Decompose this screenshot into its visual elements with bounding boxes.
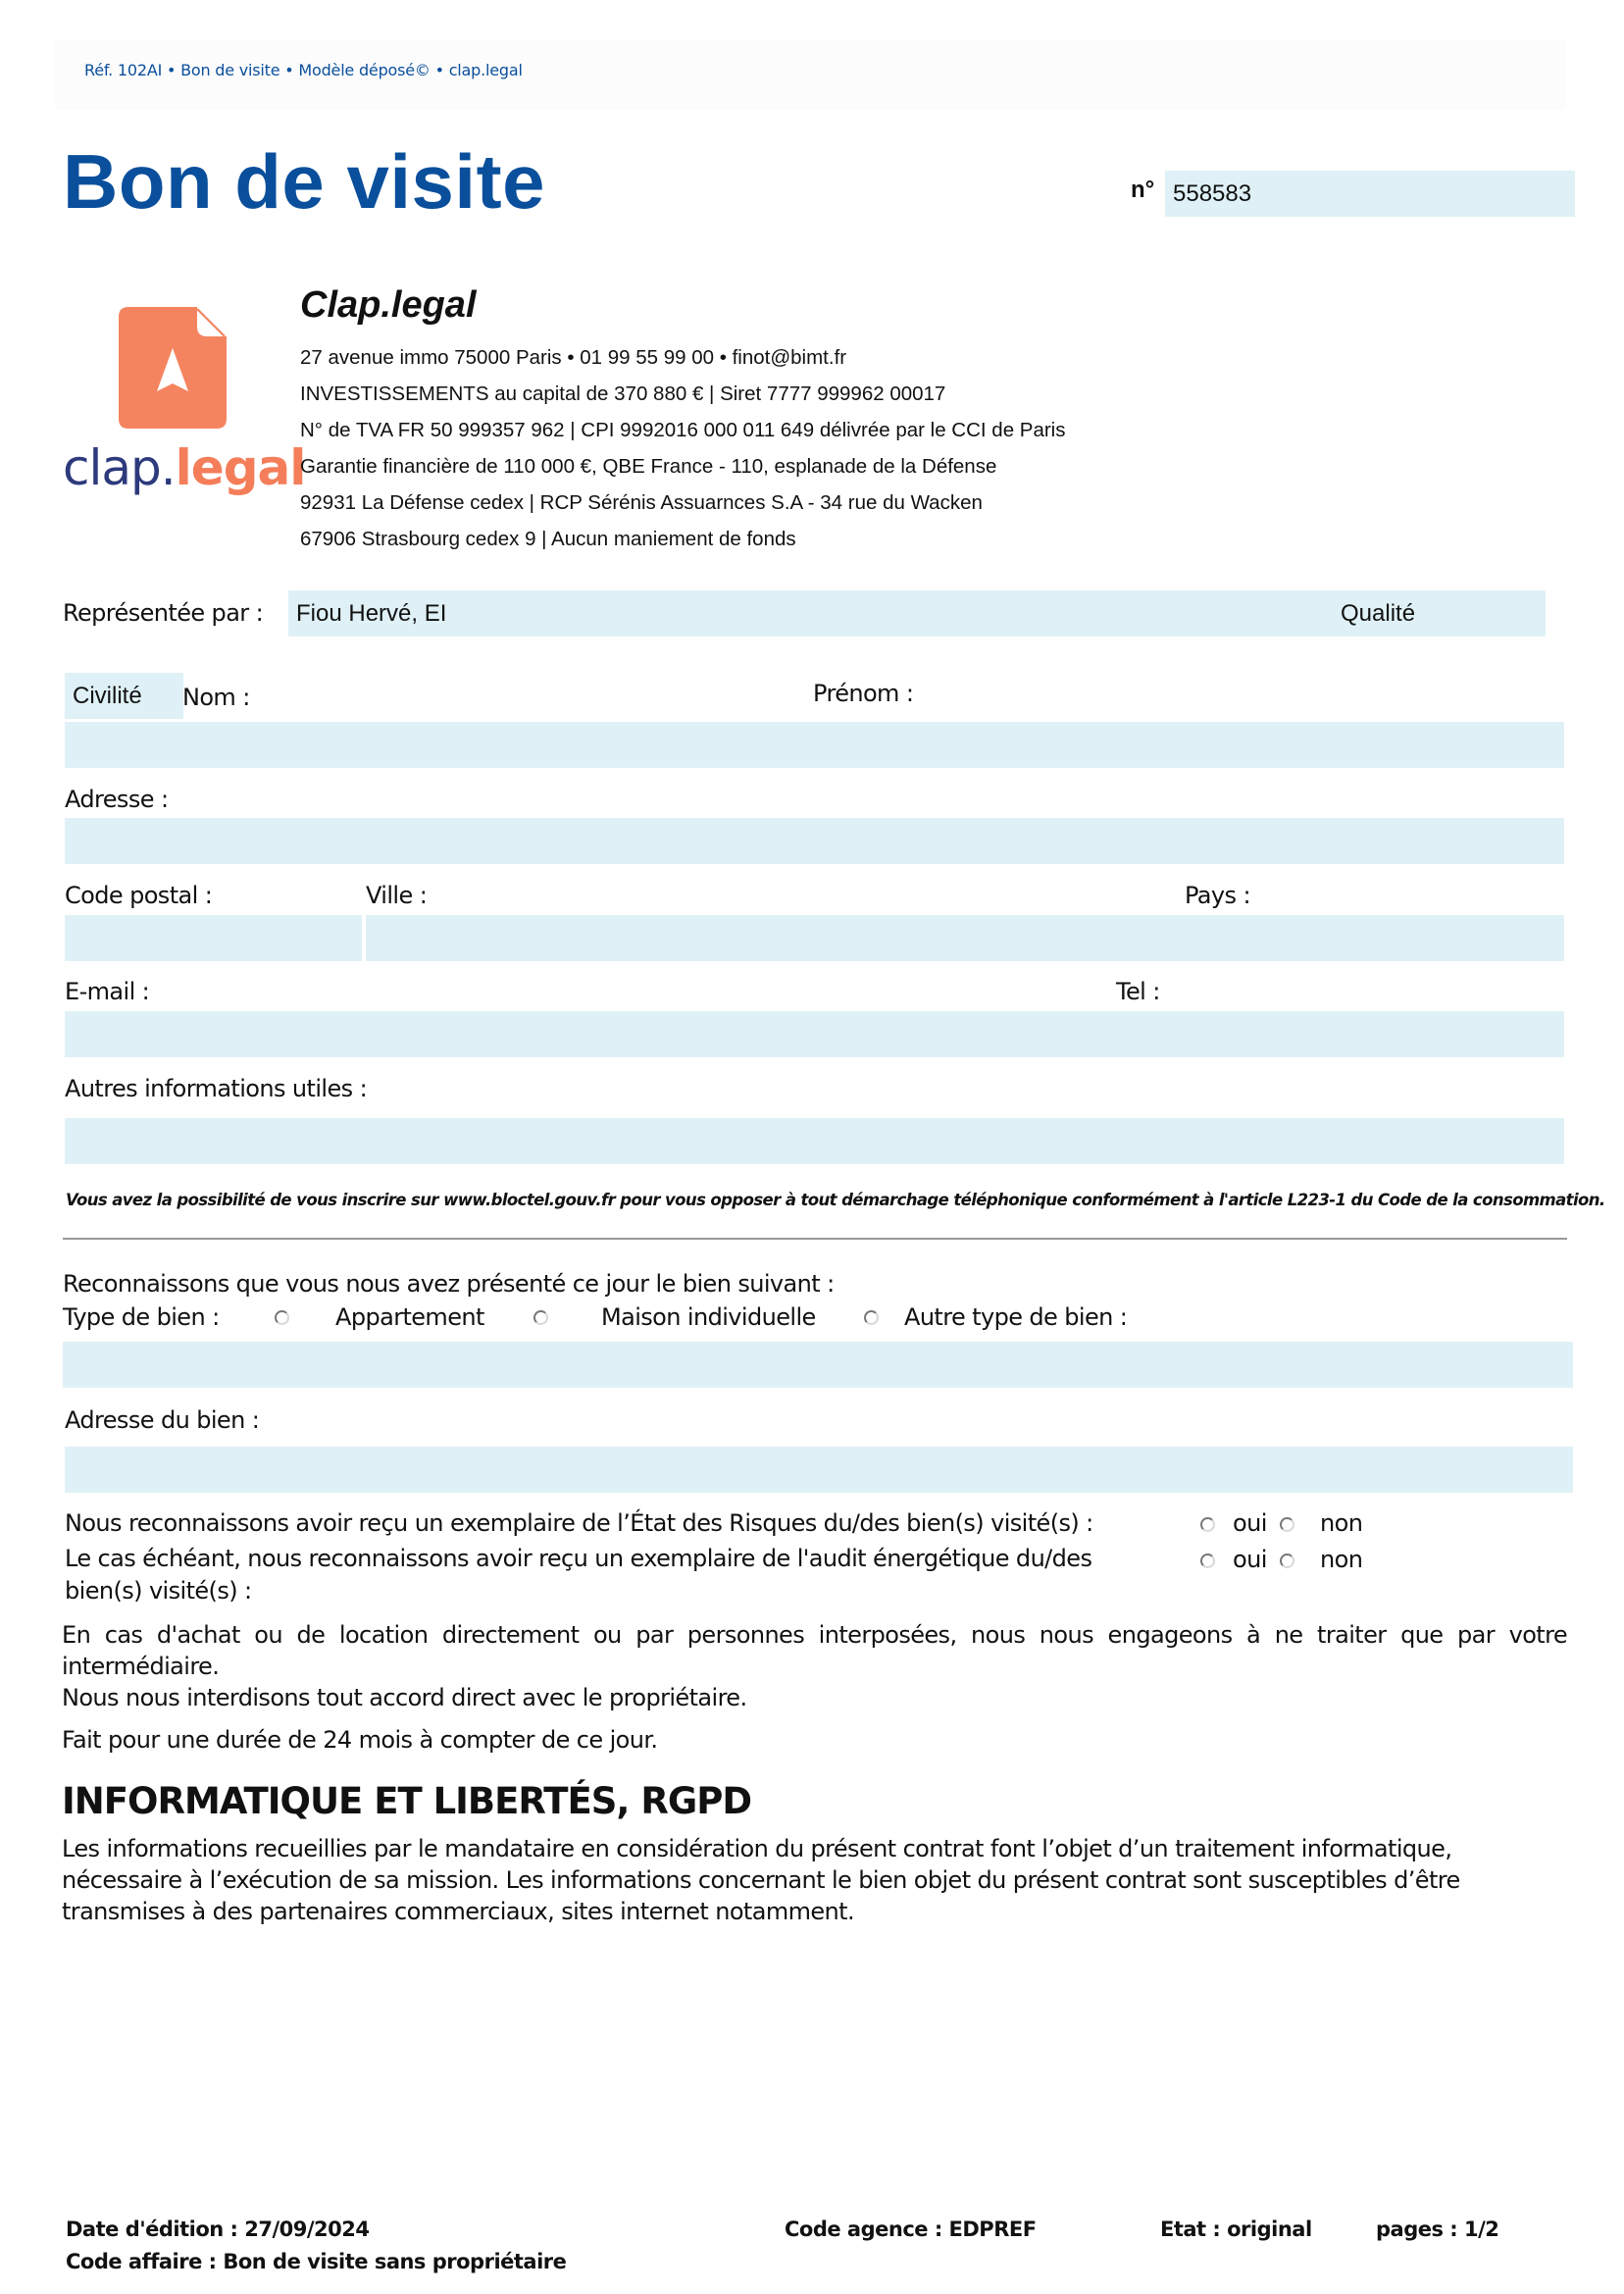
- company-line: 27 avenue immo 75000 Paris • 01 99 55 99 00 • finot@bimt.fr: [300, 346, 847, 369]
- logo-document-icon: [119, 307, 227, 429]
- address-field[interactable]: [65, 818, 1564, 864]
- name-field[interactable]: [65, 722, 816, 768]
- radio-other-type[interactable]: [864, 1310, 879, 1325]
- firstname-field[interactable]: [812, 722, 1564, 768]
- city-label: Ville :: [366, 882, 428, 909]
- civility-field[interactable]: Civilité: [65, 673, 183, 719]
- commitment-paragraph: [62, 1619, 1567, 1713]
- audit-no-label: non: [1320, 1546, 1363, 1573]
- email-label: E-mail :: [65, 978, 150, 1005]
- audit-statement-line1: Le cas échéant, nous reconnaissons avoir reçu un exemplaire de l'audit énergétique du/des: [65, 1545, 1092, 1572]
- edition-date: Date d'édition : 27/09/2024: [66, 2218, 370, 2241]
- radio-audit-yes[interactable]: [1200, 1554, 1215, 1568]
- audit-statement-line2: bien(s) visité(s) :: [65, 1577, 252, 1605]
- name-label: Nom :: [182, 684, 250, 711]
- commitment-line3: Nous nous interdisons tout accord direct avec le propriétaire.: [62, 1684, 747, 1711]
- quality-field[interactable]: Qualité: [1333, 590, 1546, 637]
- represented-by-field[interactable]: Fiou Hervé, EI: [288, 590, 1337, 637]
- phone-field[interactable]: [1109, 1011, 1564, 1057]
- radio-audit-no[interactable]: [1280, 1554, 1294, 1568]
- business-code: Code affaire : Bon de visite sans propriétaire: [66, 2250, 567, 2273]
- gdpr-line: nécessaire à l’exécution de sa mission. Les informations concernant le bien objet du présent contrat sont susceptibles d’être: [62, 1866, 1460, 1894]
- gdpr-line: Les informations recueillies par le mandataire en considération du présent contrat font l’objet d’un traitement informatique,: [62, 1835, 1452, 1862]
- company-line: Garantie financière de 110 000 €, QBE France - 110, esplanade de la Défense: [300, 455, 997, 478]
- property-address-label: Adresse du bien :: [65, 1406, 260, 1434]
- postal-code-label: Code postal :: [65, 882, 213, 909]
- risk-statement: Nous reconnaissons avoir reçu un exemplaire de l’État des Risques du/des bien(s) visité(s) :: [65, 1509, 1093, 1537]
- gdpr-line: transmises à des partenaires commerciaux, sites internet notamment.: [62, 1898, 854, 1925]
- other-info-label: Autres informations utiles :: [65, 1075, 368, 1102]
- divider: [63, 1238, 1567, 1240]
- property-address-field[interactable]: [65, 1447, 1573, 1493]
- company-line: N° de TVA FR 50 999357 962 | CPI 9992016 000 011 649 délivrée par le CCI de Paris: [300, 419, 1066, 441]
- option-other-type-label: Autre type de bien :: [904, 1303, 1128, 1331]
- page-count: pages : 1/2: [1376, 2218, 1499, 2241]
- address-label: Adresse :: [65, 786, 169, 813]
- country-field[interactable]: [1185, 915, 1564, 961]
- commitment-line1: En cas d'achat ou de location directement ou par personnes interposées, nous nous engageons à ne traiter que par votre: [62, 1621, 1567, 1649]
- agency-code: Code agence : EDPREF: [785, 2218, 1037, 2241]
- number-field[interactable]: 558583: [1165, 171, 1575, 217]
- page-title: Bon de visite: [63, 138, 545, 225]
- number-label: n°: [1131, 177, 1155, 203]
- email-field[interactable]: [65, 1011, 1114, 1057]
- radio-apartment[interactable]: [275, 1310, 289, 1325]
- postal-code-field[interactable]: [65, 915, 362, 961]
- property-other-type-field[interactable]: [63, 1342, 1573, 1388]
- company-line: 92931 La Défense cedex | RCP Sérénis Assuarnces S.A - 34 rue du Wacken: [300, 491, 983, 514]
- risk-yes-label: oui: [1233, 1509, 1267, 1537]
- company-name: Clap.legal: [300, 284, 477, 326]
- option-apartment-label: Appartement: [335, 1303, 484, 1331]
- option-house-label: Maison individuelle: [601, 1303, 816, 1331]
- radio-risk-yes[interactable]: [1200, 1517, 1215, 1532]
- city-field[interactable]: [366, 915, 1190, 961]
- firstname-label: Prénom :: [813, 680, 914, 707]
- company-line: 67906 Strasbourg cedex 9 | Aucun maniement de fonds: [300, 528, 796, 550]
- radio-house[interactable]: [533, 1310, 548, 1325]
- reference-line: Réf. 102AI • Bon de visite • Modèle déposé© • clap.legal: [84, 61, 523, 79]
- risk-no-label: non: [1320, 1509, 1363, 1537]
- property-intro: Reconnaissons que vous nous avez présenté ce jour le bien suivant :: [63, 1270, 835, 1298]
- gdpr-paragraph: [62, 1833, 1567, 1927]
- document-state: Etat : original: [1160, 2218, 1312, 2241]
- property-type-label: Type de bien :: [63, 1303, 220, 1331]
- audit-yes-label: oui: [1233, 1546, 1267, 1573]
- duration-statement: Fait pour une durée de 24 mois à compter de ce jour.: [62, 1726, 658, 1754]
- country-label: Pays :: [1185, 882, 1250, 909]
- gdpr-title: INFORMATIQUE ET LIBERTÉS, RGPD: [62, 1780, 752, 1822]
- radio-risk-no[interactable]: [1280, 1517, 1294, 1532]
- phone-label: Tel :: [1116, 978, 1160, 1005]
- logo-wordmark: clap.legal: [63, 439, 306, 496]
- company-line: INVESTISSEMENTS au capital de 370 880 € | Siret 7777 999962 00017: [300, 382, 946, 405]
- bloctel-notice: Vous avez la possibilité de vous inscrire sur www.bloctel.gouv.fr pour vous opposer à tout démarchage téléphonique conformément à l'article L223-1 du Code de la consommation.: [66, 1191, 1605, 1209]
- commitment-line2: intermédiaire.: [62, 1653, 220, 1680]
- other-info-field[interactable]: [65, 1118, 1564, 1164]
- represented-by-label: Représentée par :: [63, 599, 264, 627]
